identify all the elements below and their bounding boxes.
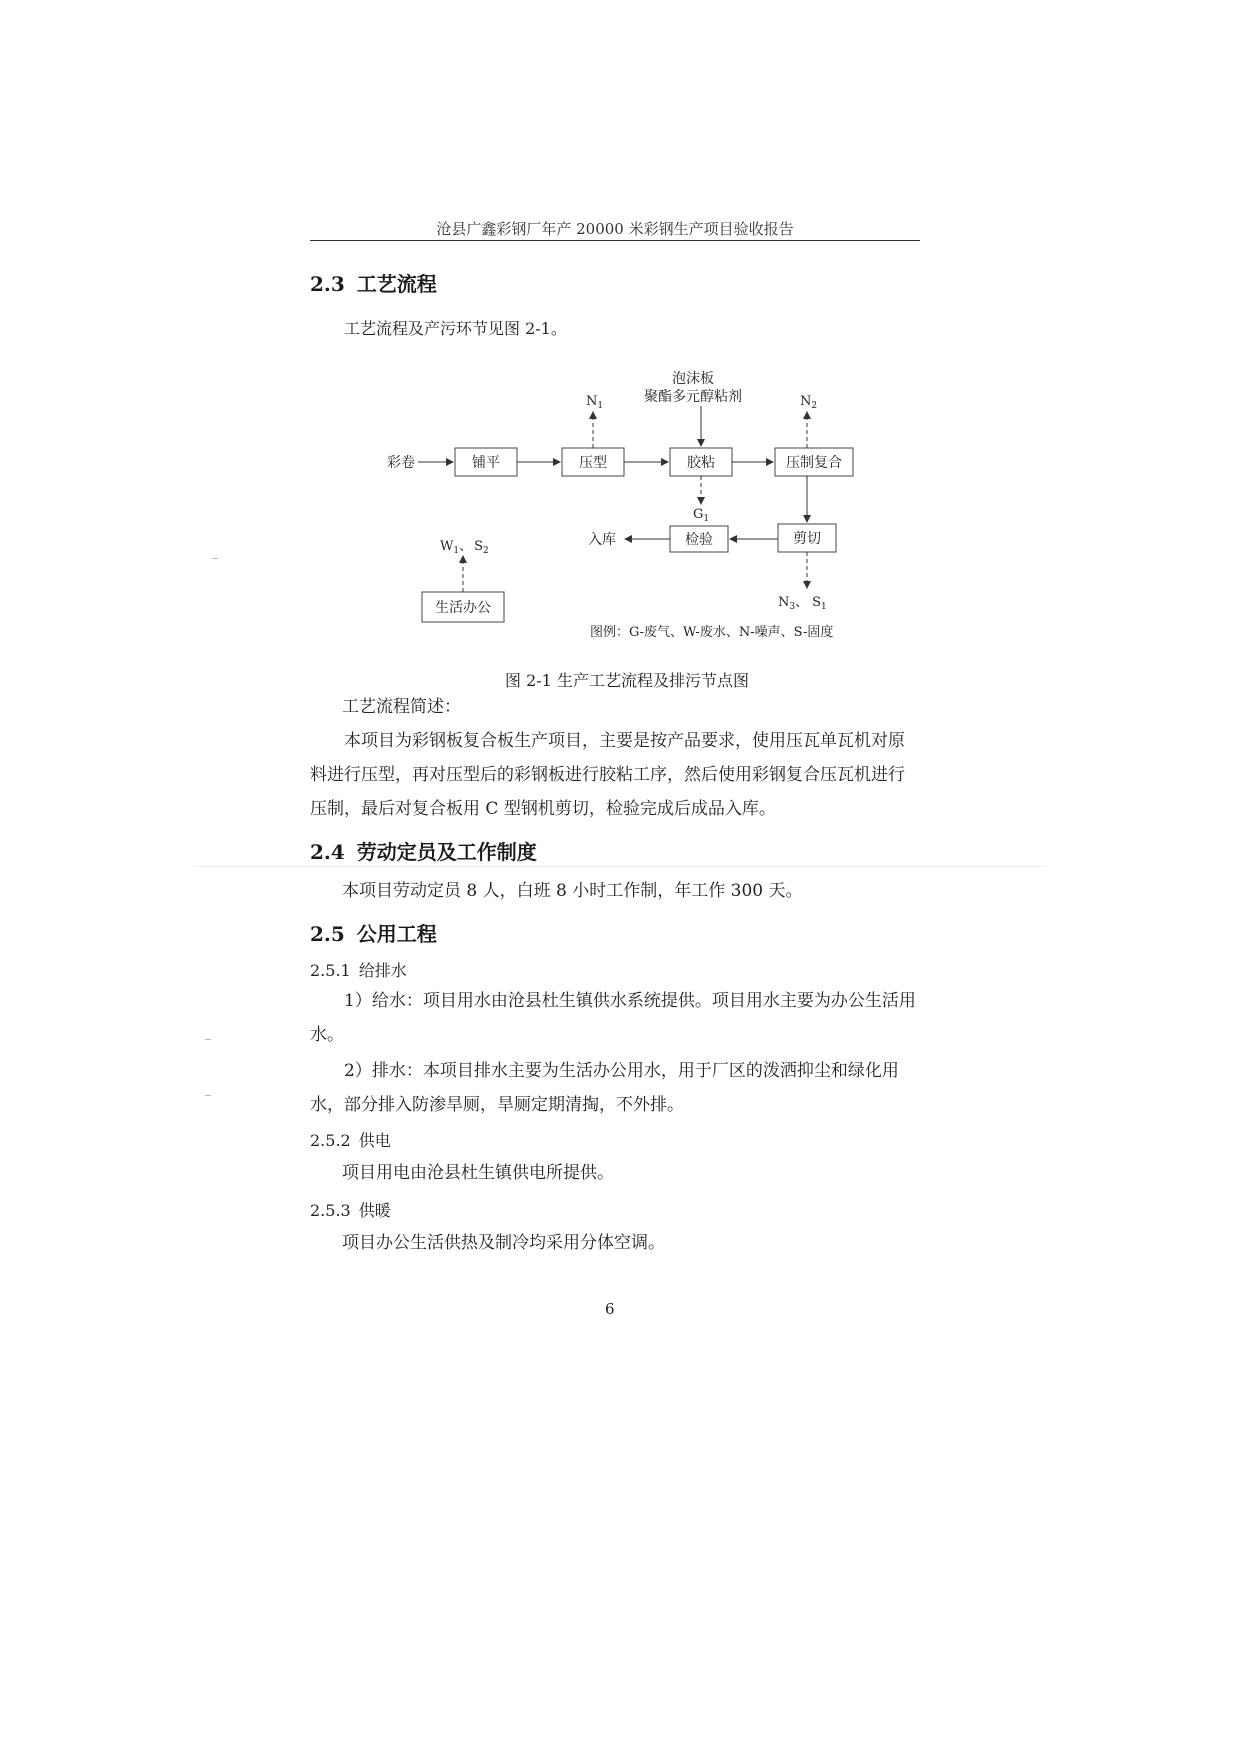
subsection-number: 2.5.2 [310,1131,351,1150]
material-foam-board: 泡沫板 [672,371,714,387]
drainage-text: 2）排水：本项目排水主要为生活办公用水，用于厂区的泼洒抑尘和绿化用水，部分排入防渗旱厕，旱厕定期清掏，不外排。 [310,1061,899,1115]
subsection-title: 给排水 [358,961,407,980]
scan-artifact-line [195,866,1045,867]
summary-body: 本项目为彩钢板复合板生产项目，主要是按产品要求，使用压瓦单瓦机对原料进行压型，再对压型后的彩钢板进行胶粘工序，然后使用彩钢复合压瓦机进行压制，最后对复合板用 C 型钢机剪切，检验完成后成品入库。 [310,731,905,819]
output-label: 入库 [588,532,616,548]
section-2-3-heading [310,268,437,297]
figure-caption: 图 2-1 生产工艺流程及排污节点图 [505,671,749,690]
diagram-legend: 图例：G-废气、W-废水、N-噪声、S-固度 [590,625,834,640]
process-intro: 工艺流程及产污环节见图 2-1。 [344,319,567,338]
emission-n1-label: $N_1$ [586,394,604,411]
scan-speck [205,1039,211,1040]
section-number: 2.4 [310,840,345,864]
subsection-title: 供暖 [358,1201,391,1220]
emission-w1-s2-label: $W_1$、 $S_2$ [440,539,489,556]
box-cutting-label: 剪切 [793,531,821,547]
section-number: 2.3 [310,272,345,296]
summary-title: 工艺流程简述： [342,697,461,717]
subsection-number: 2.5.3 [310,1201,351,1220]
subsection-2-5-1-heading [310,958,407,981]
staffing-text: 本项目劳动定员 8 人，白班 8 小时工作制，年工作 300 天。 [342,881,803,901]
scan-speck [212,558,218,559]
header-rule [310,240,920,241]
report-header: 沧县广鑫彩钢厂年产 20000 米彩钢生产项目验收报告 [436,220,794,238]
emission-n3-s1-label: $N_3$、 $S_1$ [778,595,827,612]
page-number: 6 [605,1300,615,1318]
scan-speck [205,1095,211,1096]
water-supply-text: 1）给水：项目用水由沧县杜生镇供水系统提供。项目用水主要为办公生活用水。 [310,991,916,1045]
power-supply-text: 项目用电由沧县杜生镇供电所提供。 [342,1163,614,1183]
subsection-2-5-3-heading [310,1198,391,1221]
heating-text: 项目办公生活供热及制冷均采用分体空调。 [342,1233,665,1253]
emission-g1-label: $G_1$ [693,507,710,524]
input-label: 彩卷 [387,455,415,471]
section-number: 2.5 [310,922,345,946]
subsection-title: 供电 [358,1131,391,1150]
box-gluing-label: 胶粘 [687,455,715,471]
box-leveling-label: 铺平 [472,455,500,471]
box-inspection-label: 检验 [685,532,713,548]
section-2-4-heading [310,836,537,865]
section-2-5-heading [310,918,437,947]
section-title: 劳动定员及工作制度 [356,840,537,864]
subsection-2-5-2-heading [310,1128,391,1151]
emission-n2-label: $N_2$ [800,394,818,411]
section-title: 工艺流程 [356,272,437,296]
process-flow-diagram [380,370,880,640]
box-composite-label: 压制复合 [786,455,842,471]
box-office-label: 生活办公 [435,600,491,616]
subsection-number: 2.5.1 [310,961,351,980]
material-adhesive: 聚酯多元醇粘剂 [644,389,742,405]
section-title: 公用工程 [356,922,437,946]
box-pressing-label: 压型 [579,455,607,471]
